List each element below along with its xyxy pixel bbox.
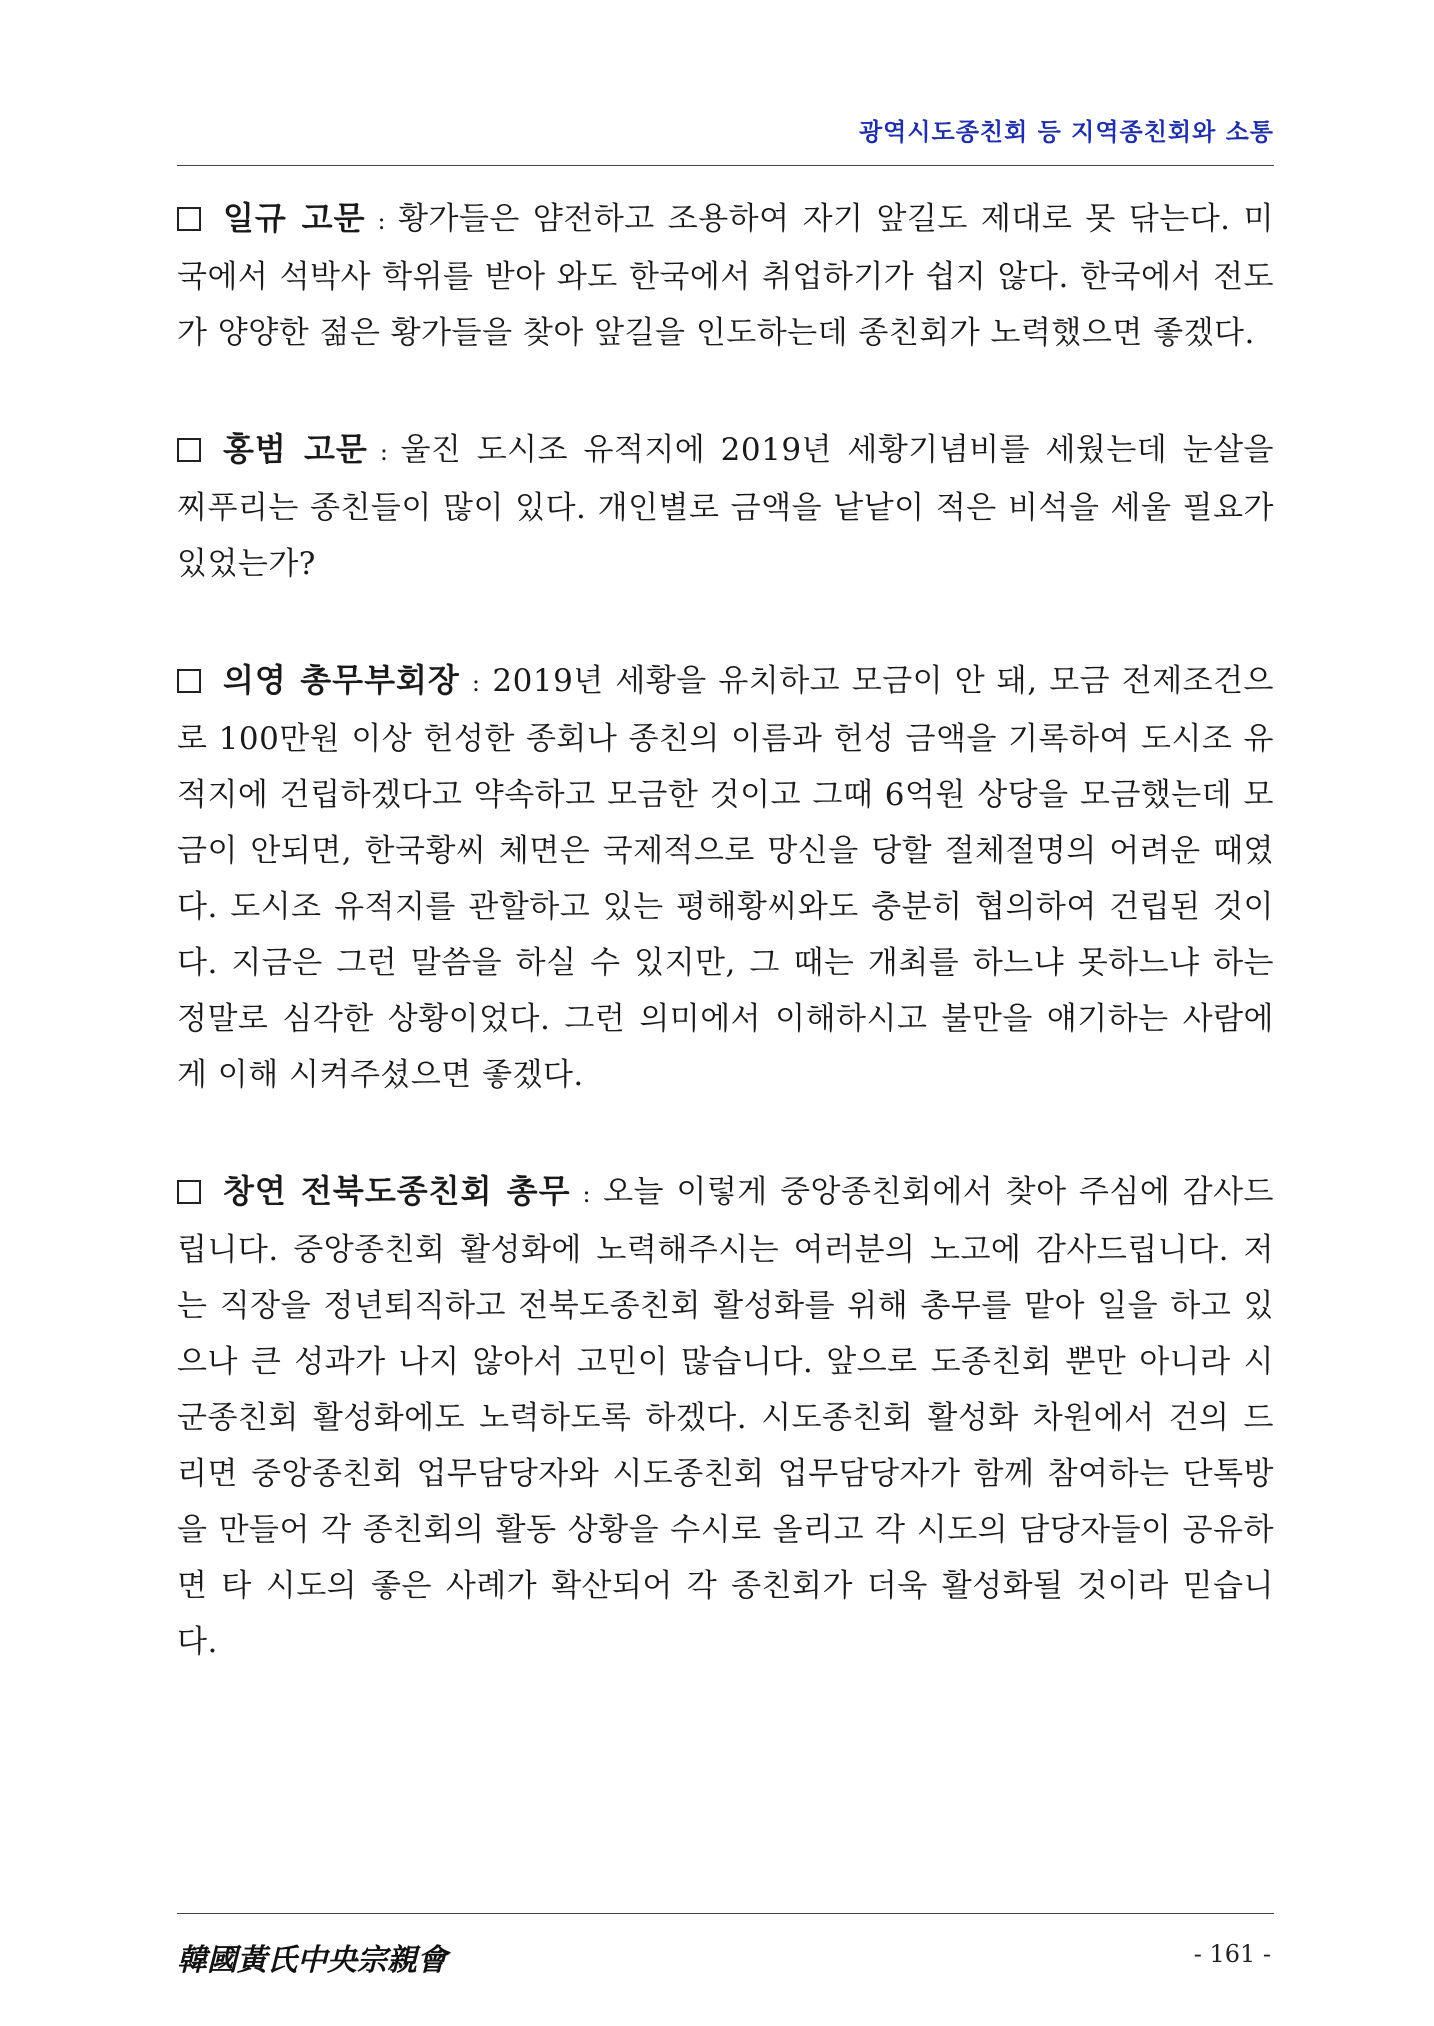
paragraph-4 [177,1163,1274,1670]
running-header: 광역시도종친회 등 지역종친회와 소통 [858,118,1274,146]
speaker-name: 홍범 고문 [223,430,368,468]
checkbox-icon [177,438,201,462]
speaker-name: 의영 총무부회장 [223,661,460,699]
separator: : [582,1180,592,1208]
paragraph-1 [177,190,1274,361]
minutes-body [177,190,1274,1730]
paragraph-text: 2019년 세황을 유치하고 모금이 안 돼, 모금 전제조건으로 100만원 이상 헌성한 종회나 종친의 이름과 헌성 금액을 기록하여 도시조 유적지에 건립하겠다고 약속하고 모금한 것이고 그때 6억원 상당을 모금했는데 모금이 안되면, 한국황씨 체면은 국제적으로 망신을 당할 절체절명의 어려운 때였다. 도시조 유적지를 관할하고 있는 평해황씨와도 충분히 협의하여 건립된 것이다. 지금은 그런 말씀을 하실 수 있지만, 그 때는 개최를 하느냐 못하느냐 하는 정말로 심각한 상황이었다. 그런 의미에서 이해하시고 불만을 얘기하는 사람에게 이해 시켜주셨으면 좋겠다. [177,663,1274,1093]
header-rule [177,165,1274,166]
footer-rule [177,1913,1274,1914]
paragraph-text: 오늘 이렇게 중앙종친회에서 찾아 주심에 감사드립니다. 중앙종친회 활성화에 노력해주시는 여러분의 노고에 감사드립니다. 저는 직장을 정년퇴직하고 전북도종친회 활성화를 위해 총무를 맡아 일을 하고 있으나 큰 성과가 나지 않아서 고민이 많습니다. 앞으로 도종친회 뿐만 아니라 시군종친회 활성화에도 노력하도록 하겠다. 시도종친회 활성화 차원에서 건의 드리면 중앙종친회 업무담당자와 시도종친회 업무담당자가 함께 참여하는 단톡방을 만들어 각 종친회의 활동 상황을 수시로 올리고 각 시도의 담당자들이 공유하면 타 시도의 좋은 사례가 확산되어 각 종친회가 더욱 활성화될 것이라 믿습니다. [177,1174,1274,1660]
paragraph-text: 황가들은 얌전하고 조용하여 자기 앞길도 제대로 못 닦는다. 미국에서 석박사 학위를 받아 와도 한국에서 취업하기가 쉽지 않다. 한국에서 전도가 양양한 젊은 황가들을 찾아 앞길을 인도하는데 종친회가 노력했으면 좋겠다. [177,201,1274,351]
paragraph-2 [177,421,1274,592]
footer-organization: 韓國黃氏中央宗親會 [177,1943,447,1978]
separator: : [471,669,481,697]
paragraph-text: 울진 도시조 유적지에 2019년 세황기념비를 세웠는데 눈살을 찌푸리는 종친들이 많이 있다. 개인별로 금액을 낱낱이 적은 비석을 세울 필요가 있었는가? [177,432,1274,582]
checkbox-icon [177,669,201,693]
speaker-name: 일규 고문 [223,199,366,237]
checkbox-icon [177,1180,201,1204]
page-number: - 161 - [1193,1940,1271,1968]
separator: : [379,438,389,466]
separator: : [377,207,387,235]
paragraph-3 [177,652,1274,1103]
speaker-name: 창연 전북도종친회 총무 [223,1172,571,1210]
checkbox-icon [177,207,201,231]
